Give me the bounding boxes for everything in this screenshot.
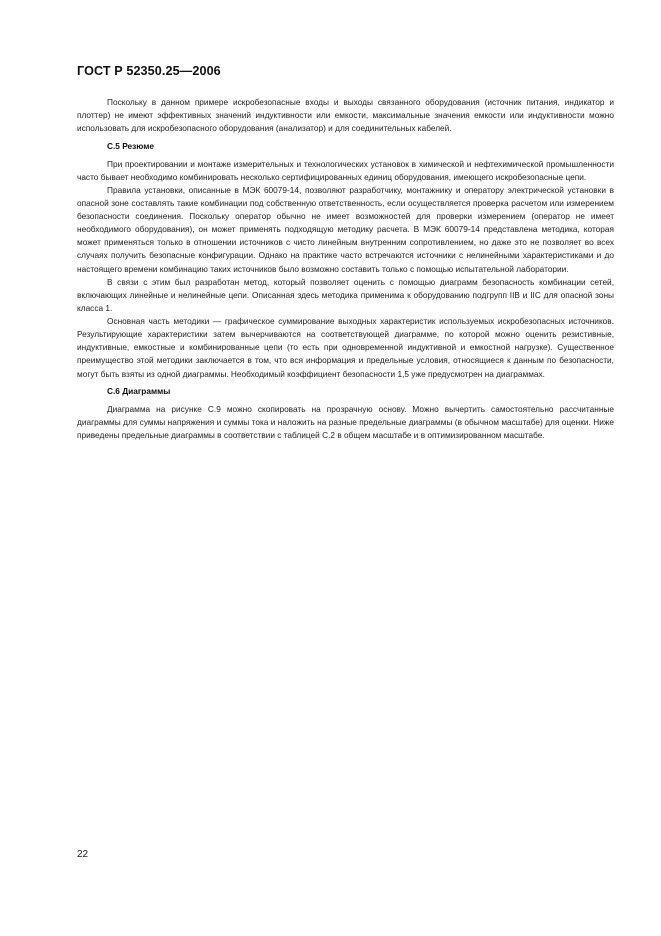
intro-paragraph: Поскольку в данном примере искробезопасные входы и выходы связанного оборудования (источник питания, индикатор и плоттер) не имеют эффективных значений индуктивности или емкости, максимальные значения емкости или индуктивности можно использовать для искробезопасного оборудования (анализатор) и для соединительных кабелей.: [77, 97, 614, 134]
section-c5-heading: С.5 Резюме: [107, 140, 155, 151]
standard-designation: ГОСТ Р 52350.25—2006: [77, 64, 221, 78]
section-c5-paragraph-4: Основная часть методики — графическое суммирование выходных характеристик используемых искробезопасных источников. Результирующие характеристики затем вычерчиваются на соответствующей диаграмме, по которой можно оценить резистивные, индуктивные, емкостные и комбинированные цепи (то есть при одновременной индуктивной и емкостной нагрузке). Существенное преимущество этой методики заключается в том, что вся информация и предельные условия, относящиеся к данным по безопасности, могут быть взяты из одной диаграммы. Необходимый коэффициент безопасности 1,5 уже предусмотрен на диаграммах.: [77, 316, 614, 379]
page-number: 22: [77, 849, 89, 860]
section-c6-heading: С.6 Диаграммы: [107, 386, 171, 397]
section-c5-paragraph-2: Правила установки, описанные в МЭК 60079-14, позволяют разработчику, монтажнику и оператору электрической установки в опасной зоне составлять такие комбинации под собственную ответственность, если осуществляется проверка расчетом или измерением безопасности соединения. Поскольку оператор обычно не имеет возможностей для проверки измерением (оператор не имеет необходимого оборудования), он может применять подходящую методику расчета. В МЭК 60079-14 представлена методика, которая может применяться только в отношении источников с чисто линейным внутренним сопротивлением, но даже это не позволяет во всех случаях получить безопасные конфигурации. Однако на практике часто встречаются источники с нелинейными характеристиками и до настоящего времени комбинацию таких источников было возможно составить только с помощью испытательной лаборатории.: [77, 184, 614, 274]
body-text: [77, 96, 614, 442]
section-c5-paragraph-3: В связи с этим был разработан метод, который позволяет оценить с помощью диаграмм безопасность комбинации сетей, включающих линейные и нелинейные цепи. Описанная здесь методика применима к оборудованию подгрупп IIB и IIC для опасной зоны класса 1.: [77, 276, 614, 313]
section-c6-paragraph-1: Диаграмма на рисунке С.9 можно скопировать на прозрачную основу. Можно вычертить самостоятельно рассчитанные диаграммы для суммы напряжения и суммы тока и наложить на разные предельные диаграммы (в обычном масштабе) для оценки. Ниже приведены предельные диаграммы в соответствии с таблицей С.2 в общем масштабе и в оптимизированном масштабе.: [77, 403, 614, 440]
section-c5-paragraph-1: При проектировании и монтаже измерительных и технологических установок в химической и нефтехимической промышленности часто бывает необходимо комбинировать несколько сертифицированных единиц оборудования, имеющего искробезопасные цепи.: [77, 158, 614, 182]
